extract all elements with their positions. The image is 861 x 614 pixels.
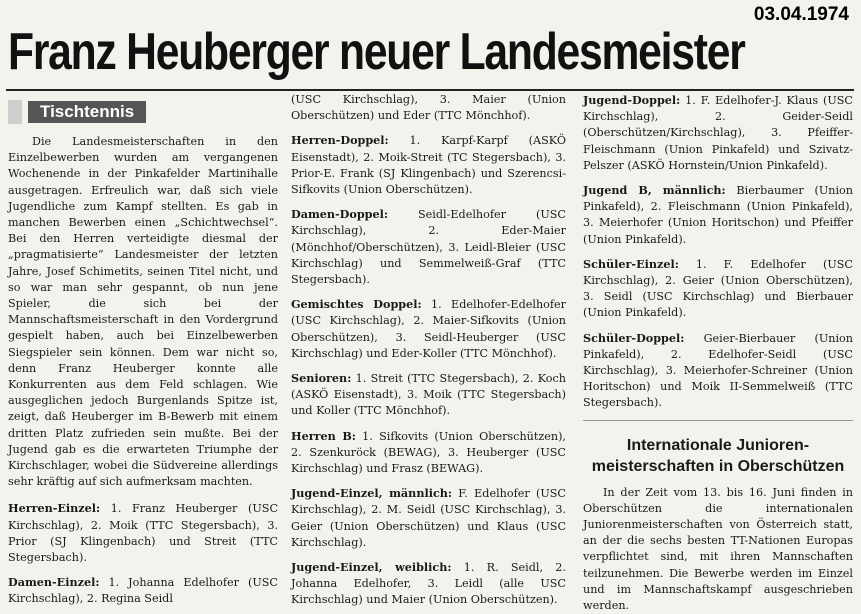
result-text: 1. Edelhofer-Edelhofer (USC Kirchschlag), 2. Maier-Sifkovits (Union Oberschützen), 3. Seidl-Heuberger (USC Kirchschlag) und Eder-Koller (TTC Mönchhof). (291, 298, 566, 360)
result-entry (583, 182, 853, 248)
result-category: Gemischtes Doppel: (291, 297, 422, 312)
result-text: F. Edelhofer (USC Kirchschlag), 2. M. Seidl (USC Kirchschlag), 3. Geier (Union Oberschützen) und Klaus (USC Kirchschlag). (291, 487, 566, 549)
result-category: Jugend-Einzel, weiblich: (291, 560, 452, 575)
result-text: 1. R. Seidl, 2. Johanna Edelhofer, 3. Leidl (alle USC Kirchschlag) und Maier (Union Oberschützen). (291, 561, 566, 607)
result-entry (583, 330, 853, 412)
subheadline: Internationale Junioren-meisterschaften in Oberschützen (591, 436, 845, 475)
result-text: Geier-Bierbauer (Union Pinkafeld), 2. Edelhofer-Seidl (USC Kirchschlag), 3. Meierhofer-Schreiner (Union Horitschon) und Moik II-Semmelweiß (TTC Stegersbach). (583, 331, 853, 410)
result-text: 1. Streit (TTC Stegersbach), 2. Koch (ASKÖ Eisenstadt), 3. Moik (TTC Stegersbach) und Koller (TTC Mönchhof). (291, 372, 566, 418)
result-text: 1. Sifkovits (Union Oberschützen), 2. Szenkuröck (BEWAG), 3. Heuberger (USC Kirchschlag) und Frasz (BEWAG). (291, 429, 566, 476)
result-entry (583, 92, 853, 174)
result-entry (8, 574, 278, 607)
result-text: Bierbaumer (Union Pinkafeld), 2. Fleischmann (Union Pinkafeld), 3. Meierhofer (Union Horitschon) und Pfeiffer (Union Pinkafeld). (583, 184, 853, 246)
result-text: 1. Johanna Edelhofer (USC Kirchschlag), 2. Regina Seidl (8, 576, 278, 606)
result-category: Senioren: (291, 371, 352, 386)
result-category: Herren-Doppel: (291, 133, 389, 148)
sub-article-body: In der Zeit vom 13. bis 16. Juni finden in Oberschützen die internationalen Juniorenmeisterschaften von Österreich statt, an der die sechs besten TT-Nationen Europas verpflichtet sind, mit ihren Mannschaften teilzunehmen. Die Bewerbe werden im Einzel und im Mannschaftskampf ausgeschrieben werden. (583, 485, 853, 613)
lead-paragraph: Die Landesmeisterschaften in den Einzelbewerben wurden am vergangenen Wochenende in der Pinkafelder Martinihalle ausgetragen. Erfreulich war, daß sich viele Jugendliche zum Kampf stellten. Es gab in manchen Bewerben einen „Schichtwechsel“. Bei den Herren verteidigte diesmal der „pragmatisierte“ Landesmeister der letzten Jahre, Josef Schimetits, seinen Titel nicht, und so war man sehr gespannt, ob nun jene Spieler, die sich bei der Mannschaftsmeisterschaft in den Vordergrund gespielt haben, auch bei Einzelbewerben Siegspieler sein können. Dem war nicht so, denn Franz Heuberger konnte alle Konkurrenten aus dem Feld schlagen. Wie ausgeglichen jedoch Burgenlands Spitze ist, zeigt, daß Heuberger im B-Bewerb mit einem dritten Platz zufrieden sein mußte. Bei der Jugend gab es die erwarteten Triumphe der Kirchschlager, wobei die Südvereine allerdings sehr kräftig auf sich aufmerksam machten. (8, 135, 278, 489)
results-list-2 (291, 132, 566, 608)
result-category: Jugend-Einzel, männlich: (291, 486, 453, 501)
result-entry (291, 370, 566, 420)
results-list-3 (583, 92, 853, 412)
result-text: 1. F. Edelhofer (USC Kirchschlag), 2. Geier (Union Oberschützen), 3. Seidl (USC Kirchschlag) und Bierbauer (Union Pinkafeld). (583, 257, 853, 320)
continuation-text: (USC Kirchschlag), 3. Maier (Union Oberschützen) und Eder (TTC Mönchhof). (291, 93, 566, 123)
result-category: Schüler-Einzel: (583, 256, 679, 271)
result-category: Jugend B, männlich: (583, 183, 726, 198)
result-category: Herren B: (291, 428, 356, 443)
result-entry (583, 256, 853, 322)
section-tag-label: Tischtennis (28, 101, 146, 123)
result-entry (8, 500, 278, 566)
result-category: Jugend-Doppel: (583, 93, 681, 107)
result-entry (291, 559, 566, 609)
result-category: Herren-Einzel: (8, 501, 101, 516)
result-entry (291, 206, 566, 288)
column-1 (8, 92, 278, 604)
result-entry (291, 132, 566, 198)
result-entry (291, 485, 566, 551)
result-text: 1. Franz Heuberger (USC Kirchschlag), 2. Moik (TTC Stegersbach), 3. Prior (SJ Klingenbach) und Streit (TTC Stegersbach). (8, 502, 278, 565)
result-category: Damen-Einzel: (8, 575, 100, 590)
result-text: 1. Karpf-Karpf (ASKÖ Eisenstadt), 2. Moik-Streit (TC Stegersbach), 3. Prior-E. Frank (SJ Klingenbach) und Szerencsi-Sifkovits (Union Oberschützen). (291, 134, 566, 197)
divider (583, 420, 853, 421)
result-category: Schüler-Doppel: (583, 330, 685, 345)
section-tag (8, 100, 278, 124)
result-entry (291, 296, 566, 362)
result-text: 1. F. Edelhofer-J. Klaus (USC Kirchschlag), 2. Geider-Seidl (Oberschützen/Kirchschlag), 3. Pfeiffer-Fleischmann (Union Pinkafeld) und Szivatz-Pelszer (ASKÖ Hornstein/Union Pinkafeld). (583, 94, 853, 172)
result-text: Seidl-Edelhofer (USC Kirchschlag), 2. Eder-Maier (Mönchhof/Oberschützen), 3. Leidl-Bleier (USC Kirchschlag) und Semmelweiß-Graf (TTC Stegersbach). (291, 208, 566, 287)
results-list-1 (8, 500, 278, 607)
result-entry (291, 428, 566, 478)
result-category: Damen-Doppel: (291, 207, 388, 222)
headline-rule (6, 89, 854, 91)
publication-date: 03.04.1974 (753, 4, 849, 25)
tag-marker (8, 100, 22, 124)
column-2 (291, 92, 566, 607)
headline: Franz Heuberger neuer Landesmeister (8, 23, 745, 81)
column-3 (583, 92, 853, 613)
